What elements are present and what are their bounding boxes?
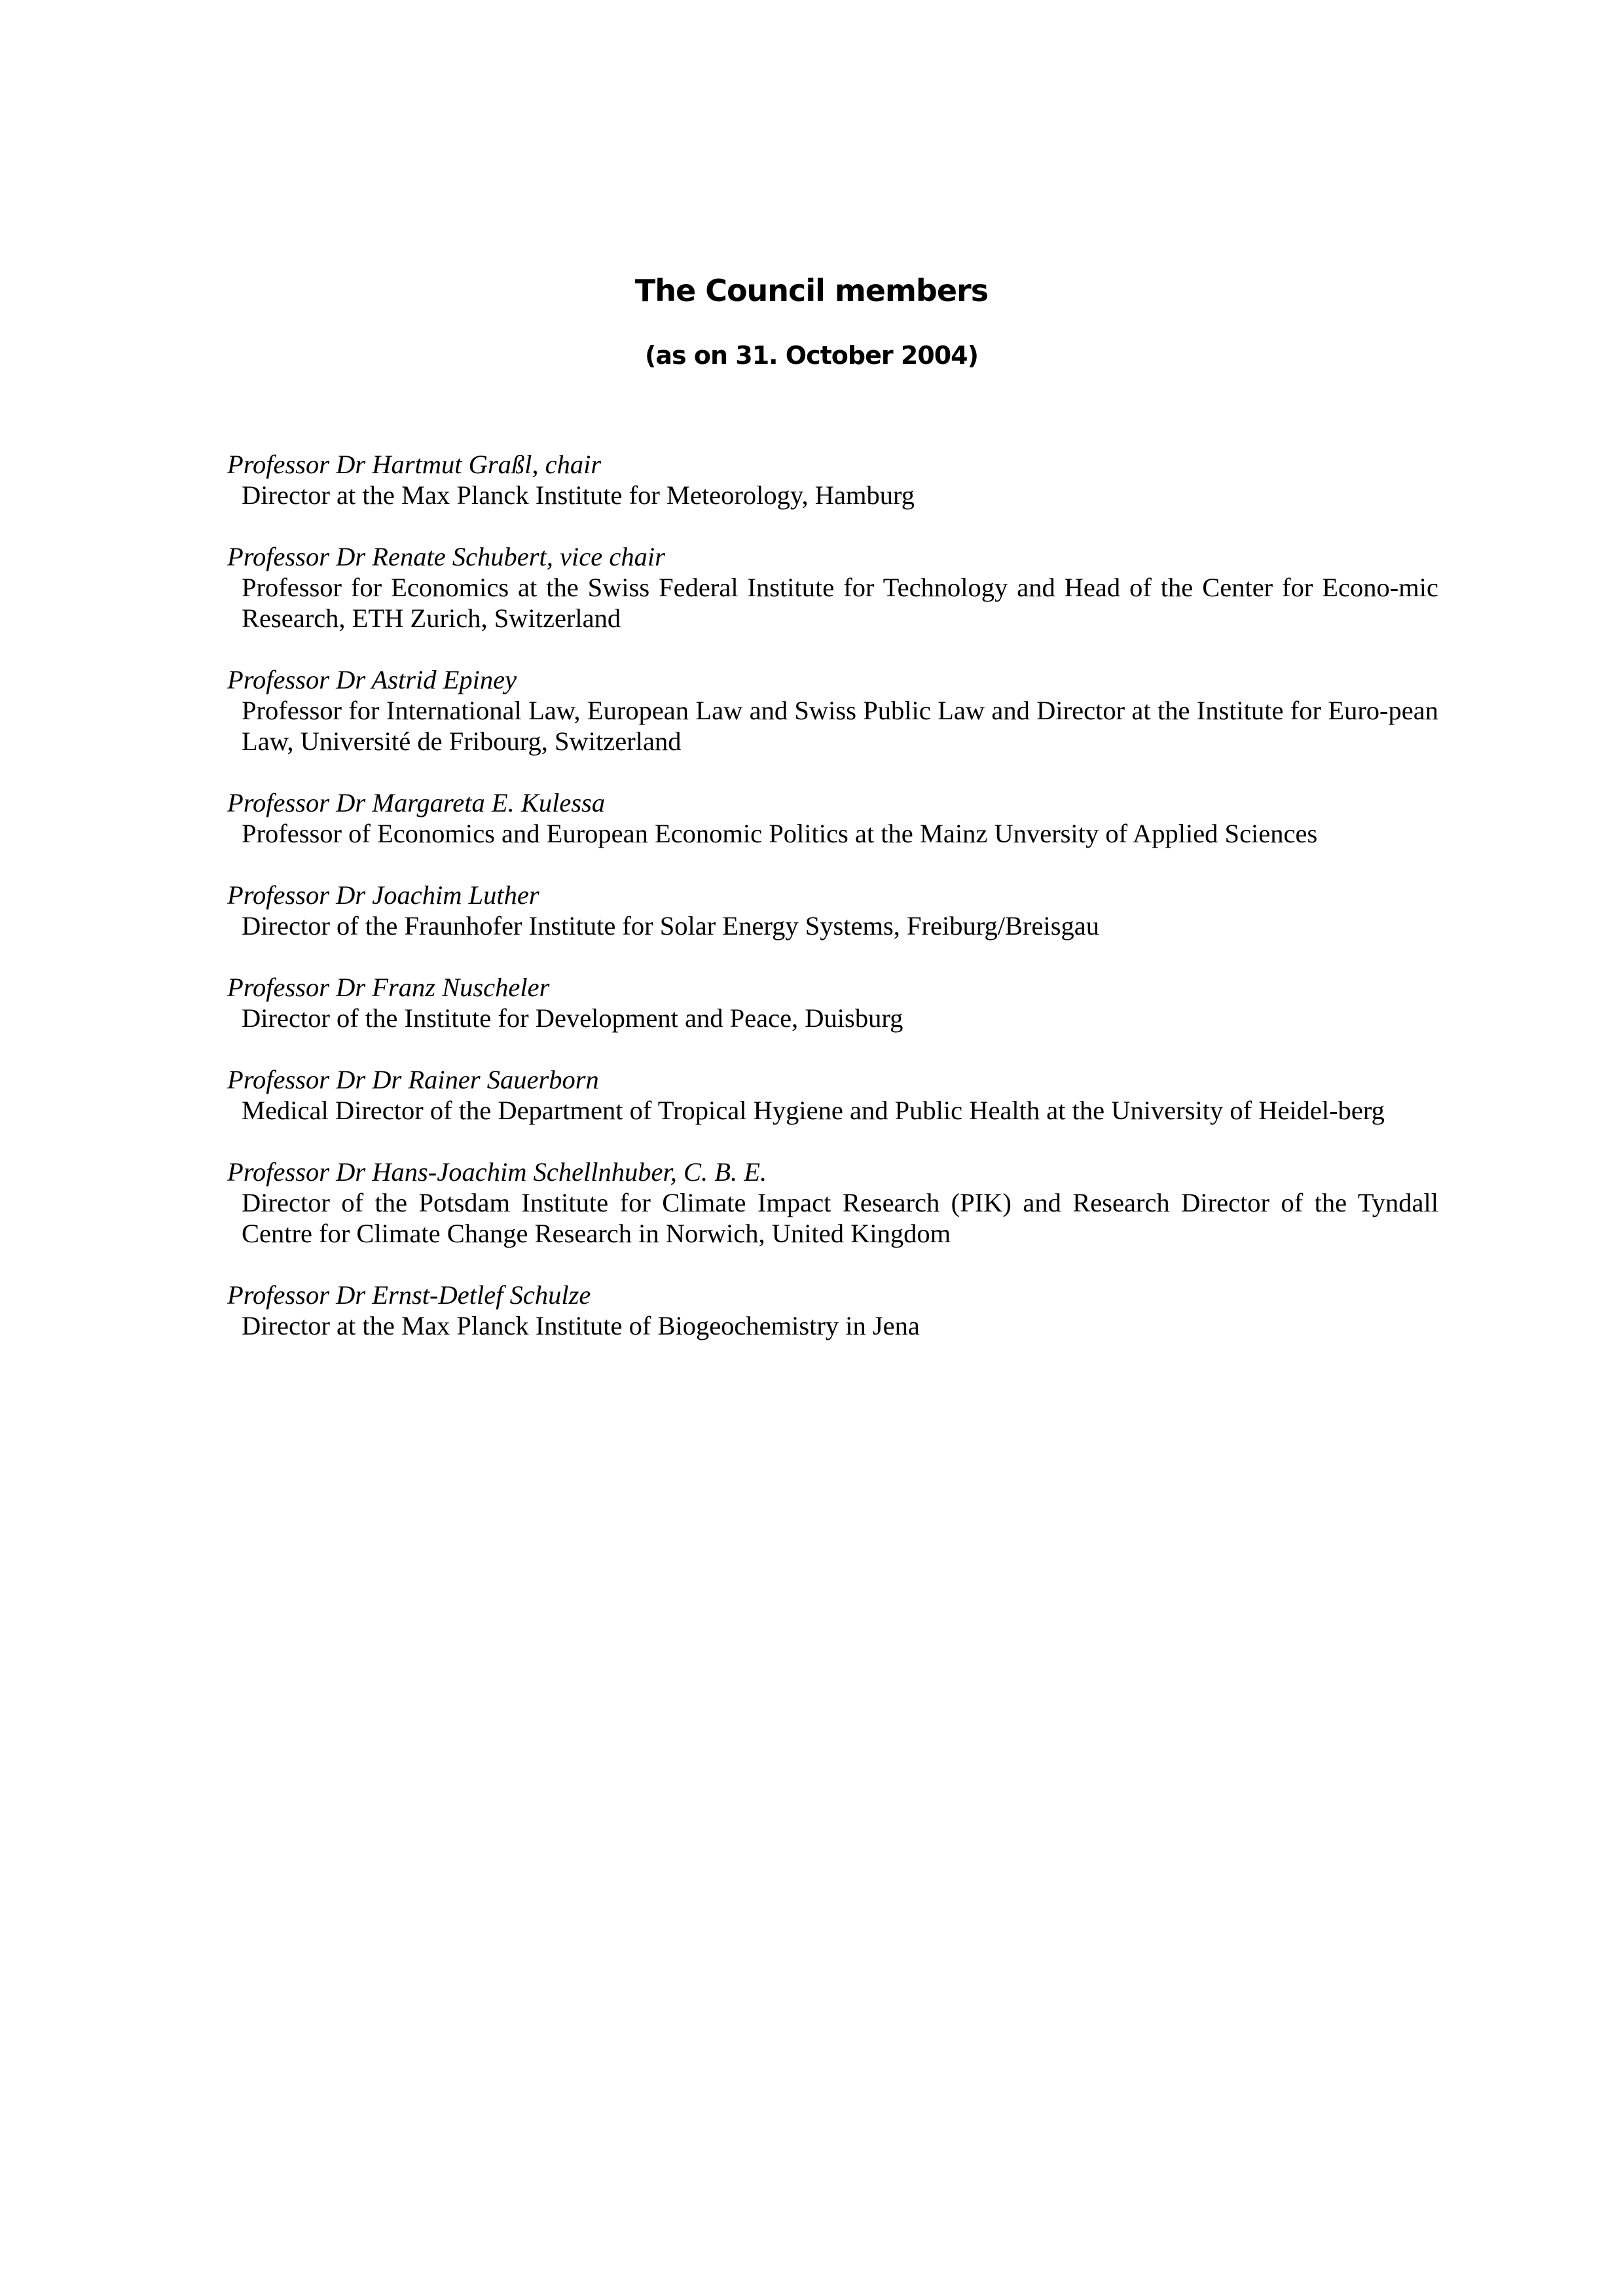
member-name: Professor Dr Ernst-Detlef Schulze — [227, 1280, 591, 1310]
member-name: Professor Dr Franz Nuscheler — [227, 973, 550, 1002]
member-entry — [227, 664, 1438, 757]
member-role: Director of the Institute for Development and Peace, Duisburg — [242, 1003, 903, 1033]
member-name: Professor Dr Margareta E. Kulessa — [227, 788, 606, 817]
member-role: Professor for Economics at the Swiss Federal Institute for Technology and Head of the Center for Econo-mic Research, ETH Zurich, Switzerland — [242, 573, 1438, 633]
member-role: Director at the Max Planck Institute for Meteorology, Hamburg — [242, 480, 915, 510]
page-subtitle: (as on 31. October 2004) — [645, 340, 978, 370]
member-role: Medical Director of the Department of Tropical Hygiene and Public Health at the University of Heidel-berg — [242, 1096, 1385, 1125]
council-member-list — [227, 449, 1438, 1372]
page-title: The Council members — [634, 272, 989, 308]
member-name: Professor Dr Joachim Luther — [227, 880, 539, 910]
member-name: Professor Dr Astrid Epiney — [227, 665, 517, 694]
member-name: Professor Dr Renate Schubert, vice chair — [227, 542, 665, 571]
member-entry — [227, 449, 1438, 511]
member-entry — [227, 787, 1438, 849]
member-entry — [227, 541, 1438, 634]
member-name: Professor Dr Hartmut Graßl, chair — [227, 450, 602, 479]
member-name: Professor Dr Hans-Joachim Schellnhuber, C. B. E. — [227, 1157, 767, 1187]
member-entry — [227, 880, 1438, 941]
member-name: Professor Dr Dr Rainer Sauerborn — [227, 1065, 599, 1094]
member-role: Director of the Fraunhofer Institute for Solar Energy Systems, Freiburg/Breisgau — [242, 911, 1099, 941]
member-role: Director at the Max Planck Institute of Biogeochemistry in Jena — [242, 1311, 920, 1340]
member-entry — [227, 1280, 1438, 1341]
member-entry — [227, 1157, 1438, 1249]
member-entry — [227, 1064, 1438, 1126]
member-role: Director of the Potsdam Institute for Climate Impact Research (PIK) and Research Director of the Tyndall Centre for Climate Change Research in Norwich, United Kingdom — [242, 1188, 1438, 1248]
member-role: Professor of Economics and European Economic Politics at the Mainz Unversity of Applied Sciences — [242, 819, 1318, 848]
member-entry — [227, 972, 1438, 1033]
member-role: Professor for International Law, European Law and Swiss Public Law and Director at the Institute for Euro-pean Law, Université de Fribourg, Switzerland — [242, 696, 1438, 756]
